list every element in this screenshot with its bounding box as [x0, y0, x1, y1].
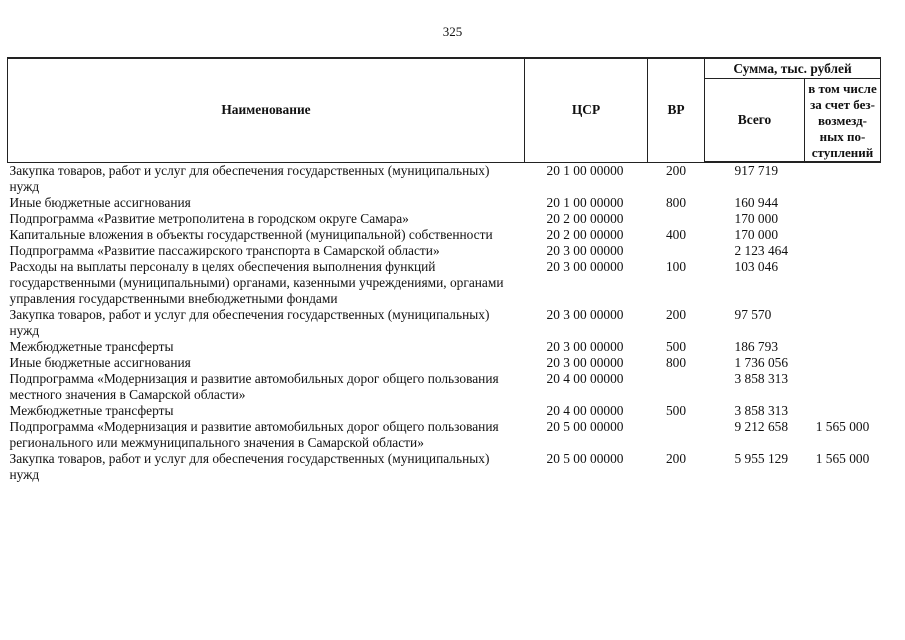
row-csr: 20 3 00 00000	[546, 354, 624, 370]
row-name: Закупка товаров, работ и услуг для обеспечения государственных (муниципальных) нужд	[9, 162, 490, 194]
row-csr: 20 3 00 00000	[546, 306, 624, 322]
table-row	[8, 211, 881, 227]
row-free	[805, 243, 881, 259]
row-name: Закупка товаров, работ и услуг для обеспечения государственных (муниципальных) нужд	[9, 306, 490, 338]
table-row	[8, 355, 881, 371]
row-csr: 20 2 00 00000	[546, 226, 624, 242]
row-vr: 500	[665, 402, 687, 418]
row-csr: 20 1 00 00000	[546, 194, 624, 210]
row-name: Закупка товаров, работ и услуг для обеспечения государственных (муниципальных) нужд	[9, 450, 490, 482]
table-body	[8, 162, 881, 483]
row-free	[805, 339, 881, 355]
header-total: Всего	[705, 79, 805, 163]
row-vr	[648, 371, 705, 403]
table-row	[8, 403, 881, 419]
header-vr: ВР	[648, 58, 705, 162]
row-name: Подпрограмма «Развитие пассажирского транспорта в Самарской области»	[9, 242, 440, 258]
row-total: 9 212 658	[734, 418, 789, 434]
table-header	[8, 58, 881, 162]
row-free	[805, 259, 881, 307]
row-total: 103 046	[734, 258, 779, 274]
header-name: Наименование	[8, 58, 525, 162]
table-row	[8, 307, 881, 339]
row-vr: 400	[665, 226, 687, 242]
row-vr: 100	[665, 258, 687, 274]
row-name: Подпрограмма «Модернизация и развитие автомобильных дорог общего пользования регионального или межмуниципального значения в Самарской области»	[9, 418, 499, 450]
table-row	[8, 419, 881, 451]
row-free	[805, 195, 881, 211]
row-free	[805, 403, 881, 419]
row-total: 917 719	[734, 163, 779, 178]
row-free: 1 565 000	[815, 450, 870, 466]
row-total: 3 858 313	[734, 402, 789, 418]
header-csr: ЦСР	[525, 58, 648, 162]
row-name: Иные бюджетные ассигнования	[9, 194, 191, 210]
row-total: 160 944	[734, 194, 779, 210]
row-csr: 20 4 00 00000	[546, 402, 624, 418]
row-csr: 20 3 00 00000	[546, 338, 624, 354]
table-row	[8, 259, 881, 307]
row-csr: 20 3 00 00000	[546, 242, 624, 258]
row-csr: 20 4 00 00000	[546, 370, 624, 386]
row-csr: 20 1 00 00000	[546, 162, 624, 178]
row-vr: 500	[665, 338, 687, 354]
row-vr	[648, 419, 705, 451]
row-name: Подпрограмма «Развитие метрополитена в городском округе Самара»	[9, 210, 409, 226]
row-csr: 20 2 00 00000	[546, 210, 624, 226]
row-total: 2 123 464	[734, 242, 789, 258]
header-free: в том числе за счет без-возмезд-ных по-ступлений	[805, 79, 881, 163]
row-free	[805, 162, 881, 195]
table-row	[8, 227, 881, 243]
table-row	[8, 162, 881, 195]
page-number: 325	[442, 24, 463, 39]
row-name: Капитальные вложения в объекты государственной (муниципальной) собственности	[9, 226, 493, 242]
row-vr: 800	[665, 354, 687, 370]
row-name: Межбюджетные трансферты	[9, 402, 174, 418]
table-row	[8, 195, 881, 211]
row-total: 97 570	[734, 306, 772, 322]
row-vr	[648, 211, 705, 227]
row-total: 186 793	[734, 338, 779, 354]
table-row	[8, 371, 881, 403]
row-csr: 20 3 00 00000	[546, 258, 624, 274]
row-csr: 20 5 00 00000	[546, 418, 624, 434]
row-free	[805, 355, 881, 371]
budget-table	[7, 57, 881, 483]
row-free	[805, 211, 881, 227]
row-vr: 200	[665, 306, 687, 322]
row-vr: 800	[665, 194, 687, 210]
row-total: 1 736 056	[734, 354, 789, 370]
table-row	[8, 243, 881, 259]
row-name: Расходы на выплаты персоналу в целях обеспечения выполнения функций государственными (муниципальными) органами, казенными учреждениями, органами управления государственными внебюджетными фондами	[9, 258, 504, 306]
row-free	[805, 307, 881, 339]
row-total: 170 000	[734, 210, 779, 226]
row-free	[805, 371, 881, 403]
table-row	[8, 339, 881, 355]
row-name: Подпрограмма «Модернизация и развитие автомобильных дорог общего пользования местного значения в Самарской области»	[9, 370, 499, 402]
row-total: 3 858 313	[734, 370, 789, 386]
row-vr	[648, 243, 705, 259]
row-total: 170 000	[734, 226, 779, 242]
table-row	[8, 451, 881, 483]
row-csr: 20 5 00 00000	[546, 450, 624, 466]
row-free	[805, 227, 881, 243]
header-sum: Сумма, тыс. рублей	[705, 58, 881, 79]
row-name: Иные бюджетные ассигнования	[9, 354, 191, 370]
row-total: 5 955 129	[734, 450, 789, 466]
row-vr: 200	[665, 450, 687, 466]
row-free: 1 565 000	[815, 418, 870, 434]
row-vr: 200	[665, 162, 687, 178]
row-name: Межбюджетные трансферты	[9, 338, 174, 354]
